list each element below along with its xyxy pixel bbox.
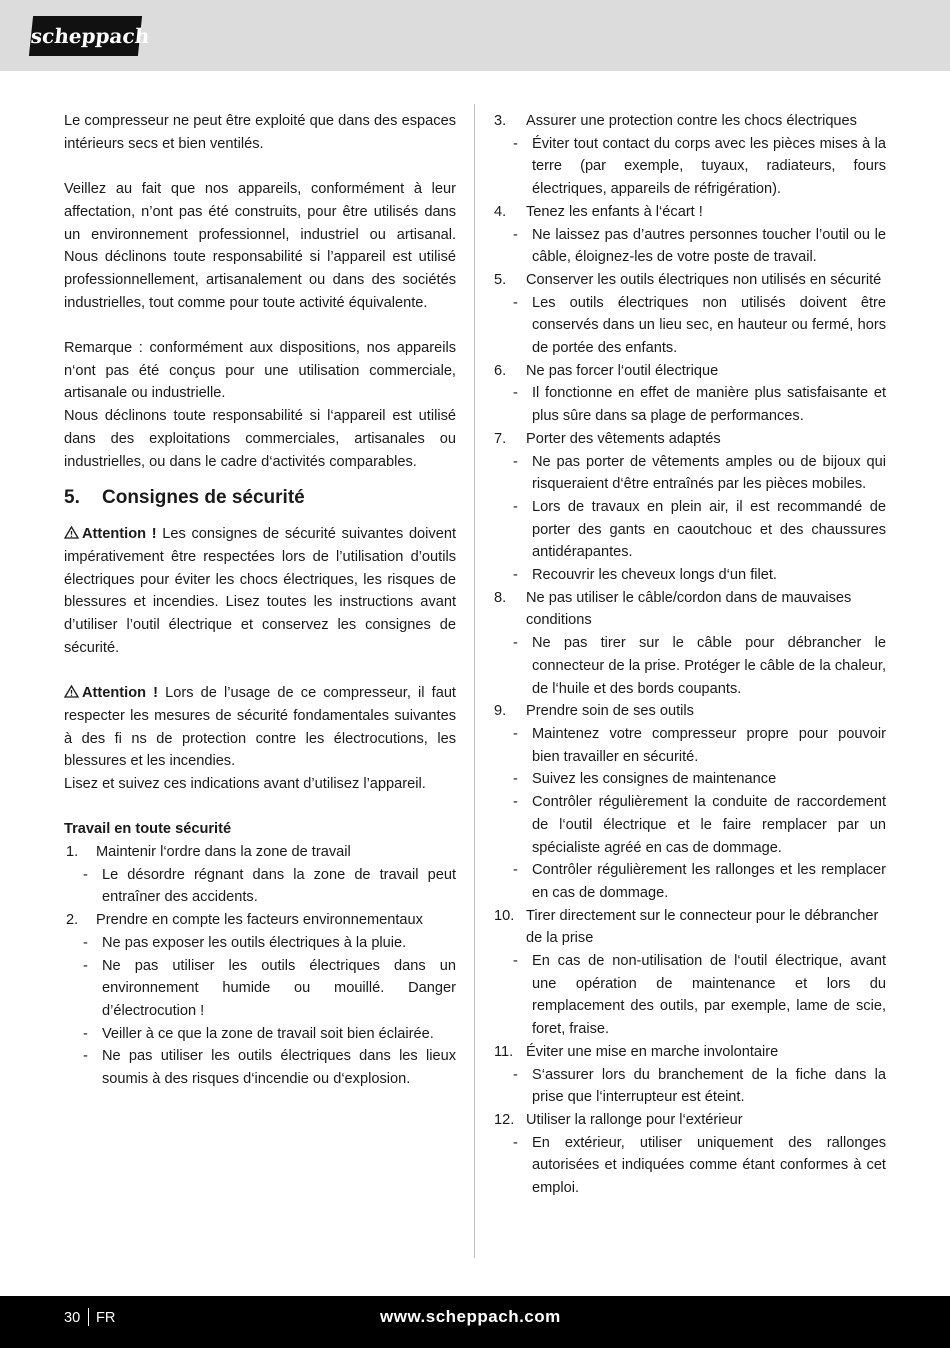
list-subitem: - Contrôler régulièrement les rallonges et les remplacer en cas de dommage. — [513, 862, 886, 901]
list-item-number: 7. — [494, 430, 507, 447]
list-item-title: Ne pas utiliser le câble/cordon dans de mauvaises conditions — [526, 589, 852, 629]
list-subitem: - Maintenez votre compresseur propre pour pouvoir bien travailler en sécurité. — [513, 725, 886, 765]
paragraph-read-instructions: Lisez et suivez ces indications avant d’utilisez l’appareil. — [64, 775, 426, 792]
page-header — [0, 0, 950, 71]
left-column — [64, 110, 456, 1091]
list-item — [494, 587, 886, 632]
list-item-number: 5. — [494, 271, 507, 288]
list-item — [494, 700, 886, 723]
section-number: 5. — [64, 487, 80, 509]
list-subitem: - Ne pas tirer sur le câble pour débrancher le connecteur de la prise. Protéger le câble de la chaleur, de l‘huile et des bords coupants. — [513, 635, 886, 697]
list-item-title: Utiliser la rallonge pour l‘extérieur — [526, 1111, 743, 1128]
list-item-number: 6. — [494, 362, 507, 379]
list-item — [494, 1109, 886, 1132]
list-subitem: - Éviter tout contact du corps avec les pièces mises à la terre (par exemple, tuyaux, radiateurs, fours électriques, appareils de réfrigération). — [513, 135, 886, 198]
list-item — [494, 905, 886, 950]
list-subitem: - Ne pas utiliser les outils électriques dans un environnement humide ou mouillé. Danger d’électrocution ! — [83, 957, 456, 1019]
list-item-title: Assurer une protection contre les chocs électriques — [526, 113, 857, 129]
list-item — [494, 201, 886, 224]
column-divider — [474, 104, 475, 1258]
list-item — [494, 110, 886, 133]
section-title: Consignes de sécurité — [102, 487, 305, 509]
warning-paragraph-2 — [64, 682, 456, 773]
website-link[interactable]: www.scheppach.com — [380, 1307, 561, 1326]
page-footer — [0, 1296, 950, 1348]
list-subitem: - Ne pas porter de vêtements amples ou de bijoux qui risqueraient d‘être entraînés par les pièces mobiles. — [513, 453, 886, 493]
list-item-number: 3. — [494, 113, 507, 129]
list-item-title: Tenez les enfants à l‘écart ! — [526, 203, 703, 220]
list-subitem: - Veiller à ce que la zone de travail soit bien éclairée. — [83, 1025, 434, 1042]
list-item — [494, 269, 886, 292]
list-item — [494, 428, 886, 451]
list-item — [494, 360, 886, 383]
warning-triangle-icon — [64, 526, 79, 539]
list-subitem: - En cas de non-utilisation de l‘outil électrique, avant une opération de maintenance et lors du remplacement des outils, par exemple, lame de scie, foret, fraise. — [513, 953, 886, 1038]
page-number: 30 — [64, 1310, 81, 1326]
footer-separator — [88, 1308, 89, 1326]
right-column — [494, 110, 886, 1200]
warning-label: Attention ! — [82, 685, 159, 702]
list-subitem: - Ne pas utiliser les outils électriques dans les lieux soumis à des risques d‘incendie ou d‘explosion. — [83, 1048, 456, 1088]
list-subitem: - Les outils électriques non utilisés doivent être conservés dans un lieu sec, en hauteur ou fermé, hors de portée des enfants. — [513, 294, 886, 357]
list-subitem: - Recouvrir les cheveux longs d‘un filet. — [513, 567, 777, 584]
list-subitem: - Le désordre régnant dans la zone de travail peut entraîner des accidents. — [83, 866, 456, 906]
list-subitem: - Il fonctionne en effet de manière plus satisfaisante et plus sûre dans sa plage de performances. — [513, 385, 886, 425]
paragraph-remark: Remarque : conformément aux dispositions, nos appareils n‘ont pas été conçus pour une utilisation commerciale, artisanale ou industrielle. — [64, 340, 456, 402]
list-item-title: Éviter une mise en marche involontaire — [526, 1043, 779, 1060]
list-item-number: 11. — [494, 1043, 514, 1060]
list-item-number: 10. — [494, 907, 515, 924]
list-subitem: - Suivez les consignes de maintenance — [513, 771, 777, 788]
warning-text: Lors de l’usage de ce compresseur, il faut respecter les mesures de sécurité fondamentales suivantes à des fi ns de protection contre les électrocutions, les blessures et les incendies. — [64, 685, 456, 770]
paragraph-intended-use: Veillez au fait que nos appareils, conformément à leur affectation, n’ont pas été construits, pour être utilisés dans un environnement professionnel, industriel ou artisanal. Nous déclinons toute responsabilité si l’appareil est utilisé professionnellement, artisanalement ou dans des sociétés industrielles, tout comme pour toute activité équivalente. — [64, 181, 456, 311]
list-subitem: - Ne laissez pas d’autres personnes toucher l’outil ou le câble, éloignez-les de votre poste de travail. — [513, 226, 886, 266]
list-item: 1. Maintenir l‘ordre dans la zone de travail — [66, 844, 351, 861]
list-item — [494, 1041, 886, 1064]
list-item-number: 9. — [494, 703, 507, 720]
section-heading — [64, 485, 456, 511]
list-item-number: 4. — [494, 203, 507, 220]
page-language: FR — [96, 1310, 116, 1326]
list-item-title: Prendre soin de ses outils — [526, 703, 694, 720]
warning-triangle-icon — [64, 685, 79, 698]
list-subitem: - Ne pas exposer les outils électriques à la pluie. — [83, 934, 407, 951]
list-subitem: - Contrôler régulièrement la conduite de raccordement de l‘outil électrique et le faire remplacer par un spécialiste agréé en cas de dommage. — [513, 794, 886, 856]
list-item-title: Tirer directement sur le connecteur pour le débrancher de la prise — [526, 907, 879, 947]
list-subitem: - S‘assurer lors du branchement de la fiche dans la prise que l‘interrupteur est éteint. — [513, 1066, 886, 1106]
warning-text: Les consignes de sécurité suivantes doivent impérativement être respectées lors de l’utilisation d’outils électriques pour éviter les chocs électriques, les risques de blessures et incendies. Lisez toutes les instructions avant d’utiliser l’outil électrique et conservez les consignes de sécurité. — [64, 526, 457, 656]
paragraph-indoor-use: Le compresseur ne peut être exploité que dans des espaces intérieurs secs et bien ventilés. — [64, 113, 456, 152]
list-subitem: - En extérieur, utiliser uniquement des rallonges autorisées et indiquées comme étant conformes à cet emploi. — [513, 1134, 886, 1197]
list-item-title: Porter des vêtements adaptés — [526, 430, 721, 447]
list-item-number: 8. — [494, 589, 507, 606]
list-item-title: Ne pas forcer l‘outil électrique — [526, 362, 719, 379]
list-item-title: Conserver les outils électriques non utilisés en sécurité — [526, 271, 882, 288]
list-subitem: - Lors de travaux en plein air, il est recommandé de porter des gants en caoutchouc et des chaussures antidérapantes. — [513, 498, 886, 561]
subheading-safe-work: Travail en toute sécurité — [64, 821, 232, 838]
warning-label: Attention ! — [82, 526, 157, 543]
paragraph-liability: Nous déclinons toute responsabilité si l‘appareil est utilisé dans des exploitations commerciales, artisanales ou industrielles, ou dans le cadre d‘activités comparables. — [64, 408, 456, 470]
warning-paragraph-1 — [64, 523, 456, 659]
list-item-number: 12. — [494, 1111, 515, 1128]
brand-logo: scheppach — [29, 16, 142, 56]
list-item: 2. Prendre en compte les facteurs environnementaux — [66, 912, 423, 929]
